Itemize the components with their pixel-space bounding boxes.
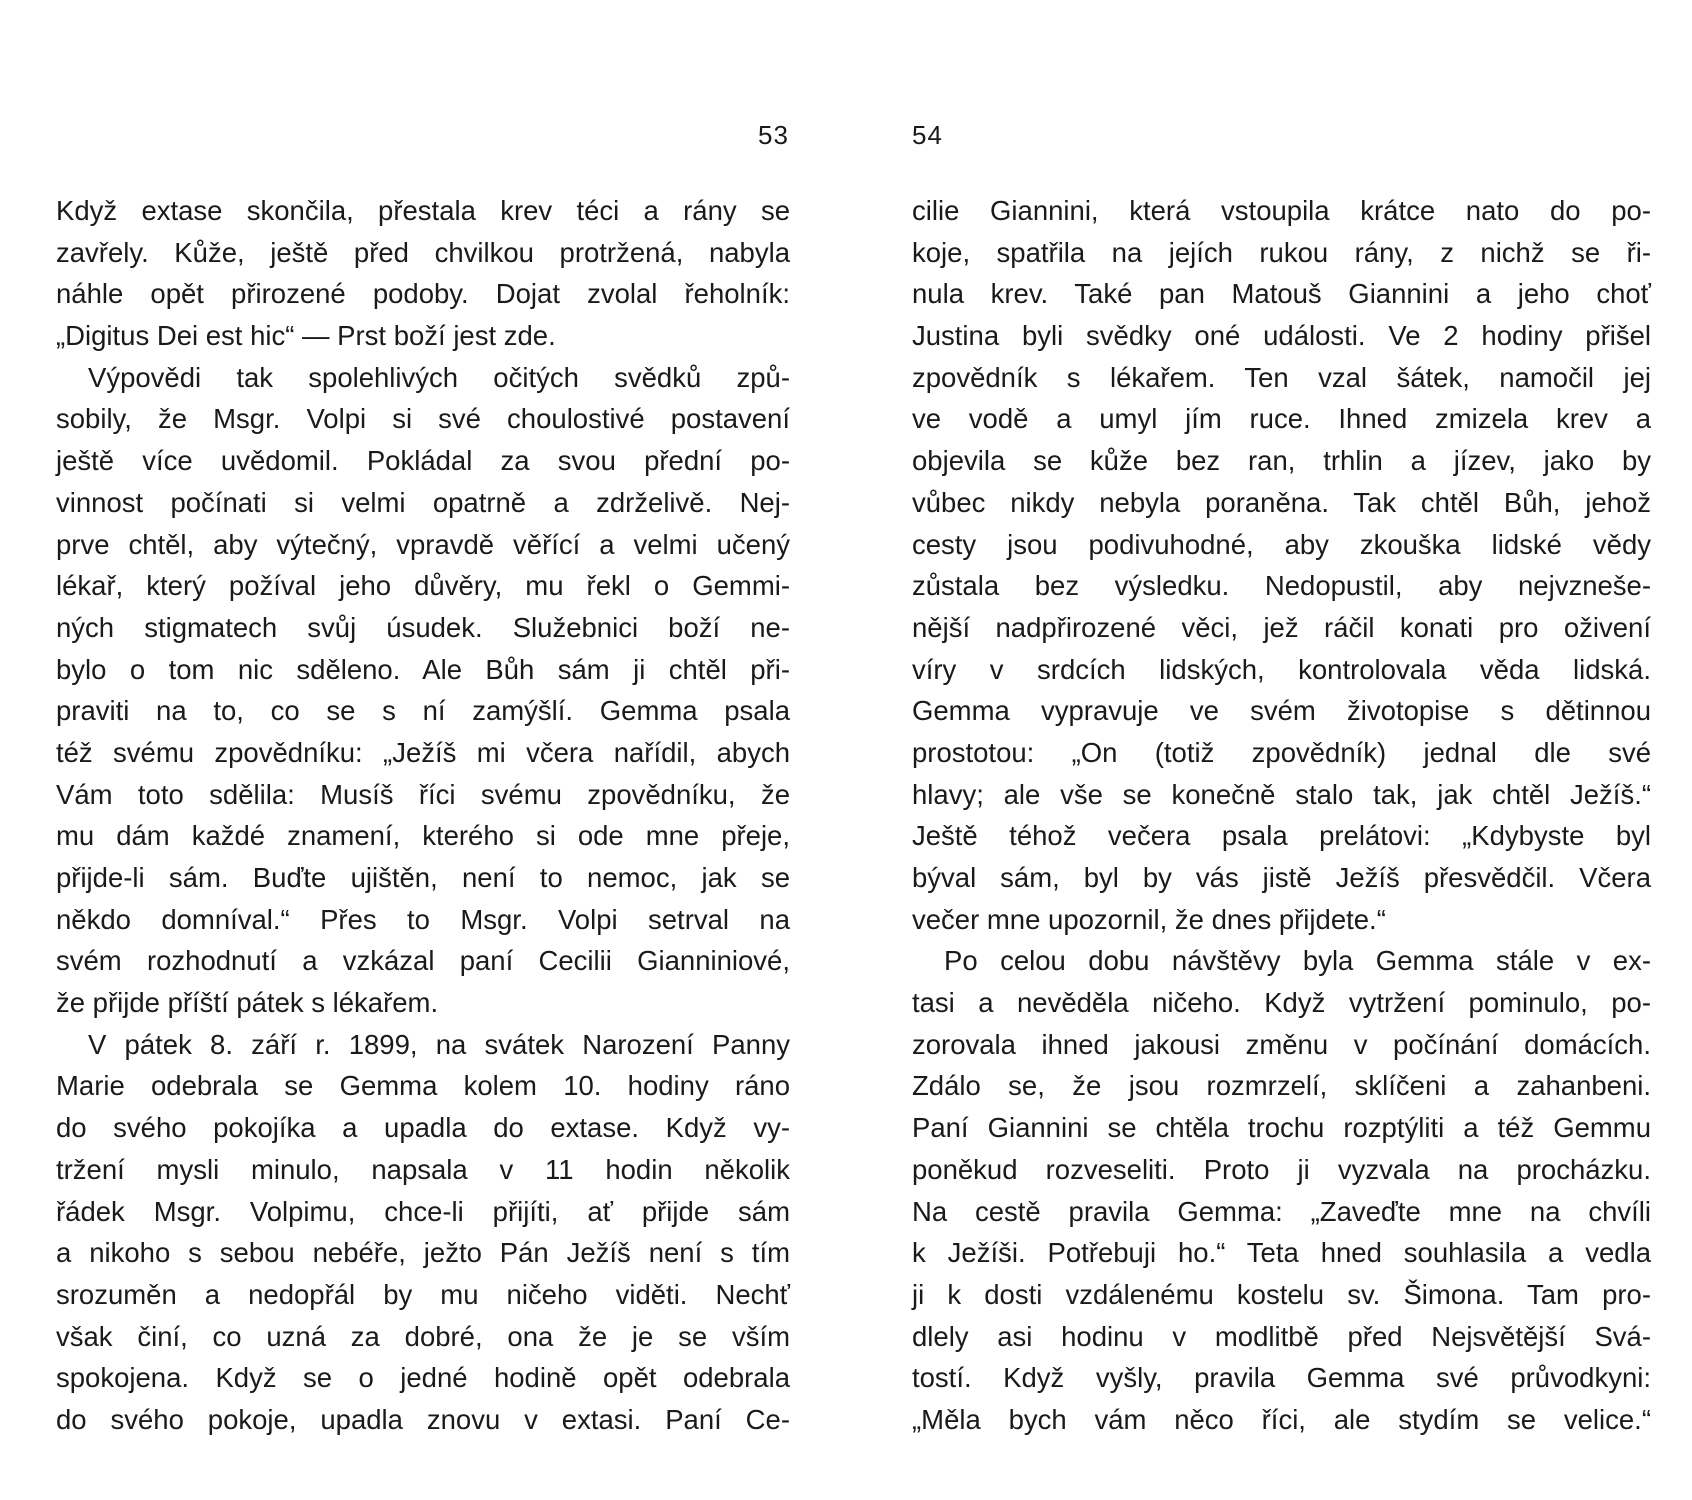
text-line: Na cestě pravila Gemma: „Zaveďte mne na chvíli	[912, 1195, 1651, 1227]
text-line: poněkud rozveseliti. Proto ji vyzvala na procházku.	[912, 1153, 1651, 1185]
text-line: též svému zpovědníku: „Ježíš mi včera nařídil, abych	[56, 736, 790, 768]
text-line: ných stigmatech svůj úsudek. Služebnici boží ne-	[56, 611, 790, 643]
text-line: Výpovědi tak spolehlivých očitých svědků způ-	[88, 361, 790, 393]
text-line: cesty jsou podivuhodné, aby zkouška lidské vědy	[912, 528, 1651, 560]
text-line: do svého pokojíka a upadla do extase. Když vy-	[56, 1112, 790, 1144]
page-number: 53	[758, 120, 789, 150]
text-line: dlely asi hodinu v modlitbě před Nejsvětější Svá-	[912, 1320, 1651, 1352]
text-line: Marie odebrala se Gemma kolem 10. hodiny ráno	[56, 1070, 790, 1102]
text-line: Když extase skončila, přestala krev téci a rány se	[56, 195, 790, 226]
text-line: Gemma vypravuje ve svém životopise s dětinnou	[912, 695, 1651, 727]
text-line: praviti na to, co se s ní zamýšlí. Gemma psala	[56, 695, 790, 727]
text-line: spokojena. Když se o jedné hodině opět odebrala	[56, 1362, 790, 1394]
text-line: „Měla bych vám něco říci, ale stydím se velice.“	[912, 1403, 1651, 1435]
text-line: k Ježíši. Potřebuji ho.“ Teta hned souhlasila a vedla	[912, 1237, 1651, 1269]
right-page	[846, 0, 1692, 1500]
text-line: přijde-li sám. Buďte ujištěn, není to nemoc, jak se	[56, 862, 790, 893]
body-text	[912, 190, 1651, 1441]
text-line: V pátek 8. září r. 1899, na svátek Narození Panny	[88, 1028, 790, 1060]
text-line: objevila se kůže bez ran, trhlin a jízev, jako by	[912, 445, 1651, 477]
text-line: hlavy; ale vše se konečně stalo tak, jak chtěl Ježíš.“	[912, 778, 1651, 810]
text-line: Po celou dobu návštěvy byla Gemma stále v ex-	[944, 945, 1651, 977]
text-line: Justina byli svědky oné události. Ve 2 hodiny přišel	[912, 320, 1651, 352]
text-line: Ještě téhož večera psala prelátovi: „Kdybyste byl	[912, 820, 1651, 852]
text-line: zavřely. Kůže, ještě před chvilkou protržená, nabyla	[56, 236, 790, 268]
text-line: víry v srdcích lidských, kontrolovala věda lidská.	[912, 653, 1651, 685]
text-line: tostí. Když vyšly, pravila Gemma své průvodkyni:	[912, 1362, 1651, 1394]
text-line: že přijde příští pátek s lékařem.	[56, 987, 439, 1019]
text-line: Paní Giannini se chtěla trochu rozptýliti a též Gemmu	[912, 1112, 1651, 1144]
text-line: vinnost počínati si velmi opatrně a zdrželivě. Nej-	[56, 486, 790, 518]
text-line: vůbec nikdy nebyla poraněna. Tak chtěl Bůh, jehož	[912, 486, 1651, 518]
text-line: tržení mysli minulo, napsala v 11 hodin několik	[56, 1153, 790, 1185]
text-line: nější nadpřirozené věci, jež ráčil konati pro oživení	[912, 611, 1651, 643]
text-line: nula krev. Také pan Matouš Giannini a jeho choť	[912, 278, 1651, 310]
text-line: cilie Giannini, která vstoupila krátce nato do po-	[912, 195, 1651, 226]
text-line: však činí, co uzná za dobré, ona že je se vším	[56, 1320, 790, 1352]
text-line: mu dám každé znamení, kterého si ode mne přeje,	[56, 820, 790, 852]
text-line: zorovala ihned jakousi změnu v počínání domácích.	[912, 1028, 1651, 1060]
text-line: večer mne upozornil, že dnes přijdete.“	[912, 903, 1386, 935]
text-line: Vám toto sdělila: Musíš říci svému zpovědníku, že	[56, 778, 790, 810]
text-line: do svého pokoje, upadla znovu v extasi. Paní Ce-	[56, 1403, 790, 1435]
text-line: ještě více uvědomil. Pokládal za svou přední po-	[56, 445, 790, 477]
text-line: srozuměn a nedopřál by mu ničeho viděti. Nechť	[56, 1278, 790, 1310]
page-number: 54	[912, 120, 943, 150]
text-line: a nikoho s sebou nebéře, ježto Pán Ježíš není s tím	[56, 1237, 790, 1269]
text-line: koje, spatřila na jejích rukou rány, z nichž se ři-	[912, 236, 1651, 268]
text-line: „Digitus Dei est hic“ — Prst boží jest zde.	[56, 320, 556, 352]
text-line: sobily, že Msgr. Volpi si své choulostivé postavení	[56, 403, 790, 435]
text-line: zůstala bez výsledku. Nedopustil, aby nejvzneše-	[912, 570, 1651, 602]
body-text	[56, 190, 790, 1441]
text-line: Zdálo se, že jsou rozmrzelí, sklíčeni a zahanbeni.	[912, 1070, 1651, 1102]
text-line: zpovědník s lékařem. Ten vzal šátek, namočil jej	[912, 361, 1651, 393]
text-line: ve vodě a umyl jím ruce. Ihned zmizela krev a	[912, 403, 1651, 435]
text-line: svém rozhodnutí a vzkázal paní Cecilii Gianniniové,	[56, 945, 790, 977]
text-line: prostotou: „On (totiž zpovědník) jednal dle své	[912, 736, 1651, 768]
text-line: náhle opět přirozené podoby. Dojat zvolal řeholník:	[56, 278, 790, 310]
text-line: býval sám, byl by vás jistě Ježíš přesvědčil. Včera	[912, 862, 1651, 893]
text-line: ji k dosti vzdálenému kostelu sv. Šimona. Tam pro-	[912, 1278, 1651, 1310]
text-line: někdo domníval.“ Přes to Msgr. Volpi setrval na	[56, 903, 790, 935]
text-line: bylo o tom nic sděleno. Ale Bůh sám ji chtěl při-	[56, 653, 790, 685]
text-line: řádek Msgr. Volpimu, chce-li přijíti, ať přijde sám	[56, 1195, 790, 1227]
text-line: lékař, který požíval jeho důvěry, mu řekl o Gemmi-	[56, 570, 790, 602]
text-line: tasi a nevěděla ničeho. Když vytržení pominulo, po-	[912, 987, 1651, 1019]
text-line: prve chtěl, aby výtečný, vpravdě věřící a velmi učený	[56, 528, 790, 560]
